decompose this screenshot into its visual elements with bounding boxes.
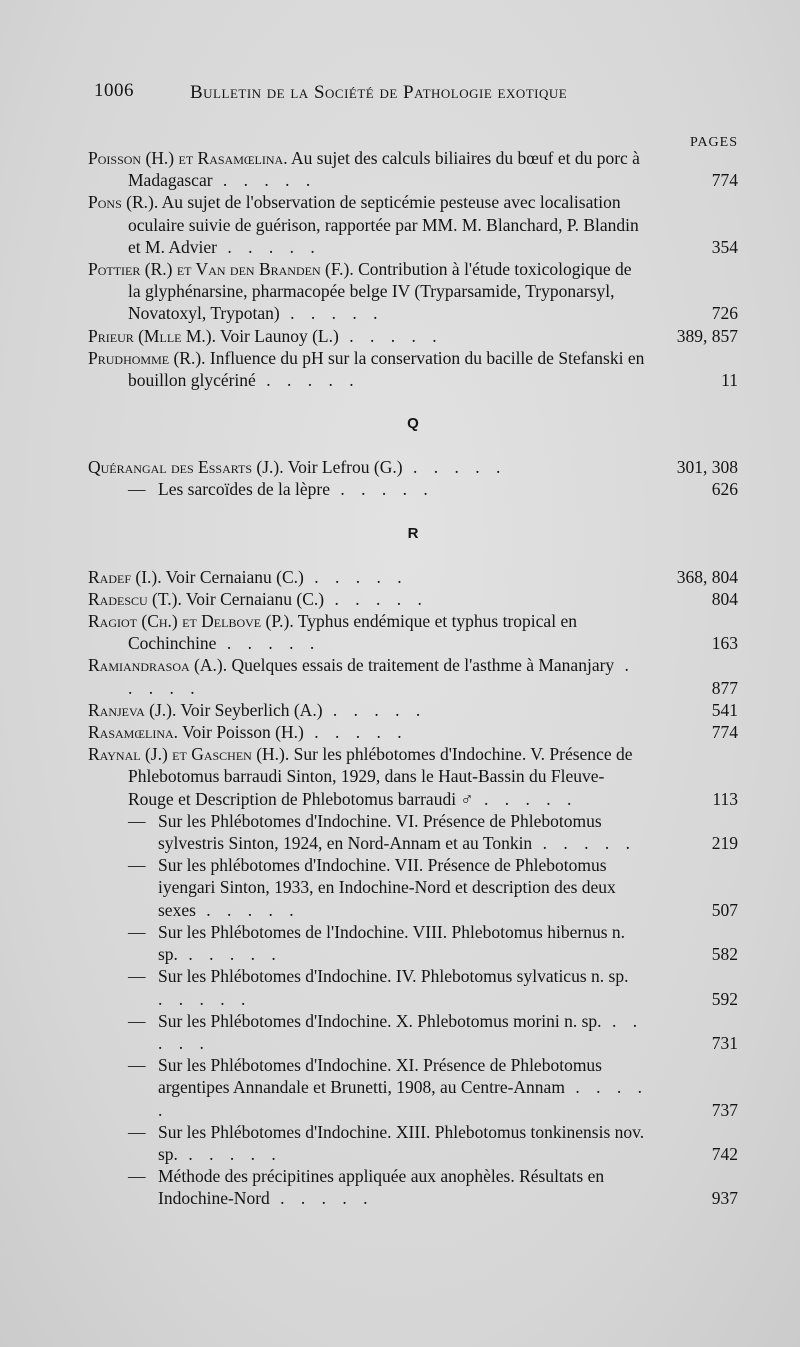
- ditto-dash: —: [128, 1010, 146, 1031]
- index-entry: [88, 1121, 738, 1165]
- leader-dots: . . . . .: [303, 566, 408, 587]
- entry-pages: 389, 857: [676, 325, 738, 346]
- entry-pages: 626: [711, 479, 738, 500]
- entry-pages: 774: [711, 722, 738, 743]
- entry-pages: 742: [711, 1143, 738, 1164]
- entry-authors: Ramiandrasoa (A.).: [88, 655, 228, 676]
- entry-pages: 937: [711, 1188, 738, 1209]
- index-entry: [88, 588, 738, 610]
- leader-dots: . . . . .: [532, 833, 636, 854]
- entry-pages: 354: [711, 236, 738, 257]
- index-entry: [88, 921, 738, 965]
- entry-pages: 507: [711, 899, 738, 920]
- entry-pages: 731: [711, 1032, 738, 1053]
- ditto-dash: —: [128, 966, 146, 987]
- entry-title: Sur les Phlébotomes d'Indochine. X. Phlebotomus morini n. sp.: [158, 1010, 602, 1031]
- entry-pages: 301, 308: [676, 457, 738, 478]
- index-entry: [88, 478, 738, 500]
- entry-authors: Rasamœlina.: [88, 722, 179, 743]
- entry-title: Voir Poisson (H.): [178, 722, 304, 743]
- ditto-dash: —: [128, 921, 146, 942]
- entry-title: Voir Launoy (L.): [216, 325, 339, 346]
- index-entry: [88, 965, 738, 1009]
- leader-dots: . . . . .: [216, 633, 321, 654]
- entry-title: Au sujet des calculs biliaires du bœuf et du porc à Madagascar: [128, 148, 640, 191]
- entry-title: Sur les Phlébotomes de l'Indochine. VIII. Phlebotomus hibernus n. sp.: [158, 921, 626, 965]
- entry-title: Voir Cernaianu (C.): [181, 588, 325, 609]
- index-entry: [88, 258, 738, 325]
- leader-dots: . . . . .: [269, 1188, 374, 1209]
- index-entries: [88, 147, 738, 1210]
- entry-pages: 582: [711, 944, 738, 965]
- leader-dots: . . . . .: [158, 988, 252, 1009]
- leader-dots: . . . . .: [158, 1010, 644, 1053]
- entry-authors: Prieur (Mlle M.).: [88, 325, 216, 346]
- ditto-dash: —: [128, 1055, 146, 1076]
- index-entry: [88, 191, 738, 258]
- index-entry: [88, 721, 738, 743]
- entry-title: Voir Lefrou (G.): [283, 457, 403, 478]
- index-entry: [88, 810, 738, 854]
- leader-dots: . . . . .: [177, 1143, 282, 1164]
- ditto-dash: —: [128, 855, 146, 876]
- page-number: 1006: [94, 80, 134, 101]
- index-entry: [88, 743, 738, 810]
- leader-dots: . . . . .: [212, 170, 317, 191]
- pages-column-label: PAGES: [689, 135, 738, 150]
- index-entry: [88, 1054, 738, 1121]
- index-entry: [88, 699, 738, 721]
- leader-dots: . . . . .: [195, 899, 300, 920]
- entry-pages: 11: [721, 370, 738, 391]
- entry-title: Sur les phlébotomes d'Indochine. V. Présence de Phlebotomus barraudi Sinton, 1929, dans le Haut-Bassin du Fleuve-Rouge et Description de Phlebotomus barraudi ♂: [128, 744, 633, 809]
- ditto-dash: —: [128, 1166, 146, 1187]
- entry-authors: Pottier (R.) et Van den Branden (F.).: [88, 259, 354, 280]
- index-entry: [88, 1010, 738, 1054]
- entry-title: Sur les Phlébotomes d'Indochine. IV. Phlebotomus sylvaticus n. sp.: [158, 966, 629, 987]
- entry-pages: 113: [712, 788, 738, 809]
- entry-title: Sur les Phlébotomes d'Indochine. XI. Présence de Phlebotomus argentipes Annandale et Brunetti, 1908, au Centre-Annam: [158, 1055, 602, 1098]
- leader-dots: . . . . .: [303, 722, 408, 743]
- entry-title: Typhus endémique et typhus tropical en Cochinchine: [128, 611, 577, 654]
- leader-dots: . . . . .: [279, 303, 384, 324]
- leader-dots: . . . . .: [158, 1077, 648, 1120]
- ditto-dash: —: [128, 810, 146, 831]
- leader-dots: . . . . .: [177, 944, 282, 965]
- entry-authors: Pons (R.).: [88, 192, 159, 213]
- entry-title: Les sarcoïdes de la lèpre: [158, 479, 331, 500]
- index-entry: [88, 654, 738, 698]
- entry-pages: 737: [711, 1099, 738, 1120]
- running-title: Bulletin de la Société de Pathologie exotique: [190, 82, 568, 103]
- leader-dots: . . . . .: [255, 370, 360, 391]
- index-entry: [88, 456, 738, 478]
- entry-title: Sur les Phlébotomes d'Indochine. XIII. Phlebotomus tonkinensis nov. sp.: [158, 1121, 645, 1164]
- ditto-dash: —: [128, 1121, 146, 1142]
- entry-title: Sur les Phlébotomes d'Indochine. VI. Présence de Phlebotomus sylvestris Sinton, 1924, en Nord-Annam et au Tonkin: [158, 810, 602, 854]
- entry-title: Contribution à l'étude toxicologique de la glyphénarsine, pharmacopée belge IV (Tryparsamide, Tryponarsyl, Novatoxyl, Trypotan): [128, 259, 632, 324]
- entry-pages: 774: [711, 170, 738, 191]
- entry-authors: Poisson (H.) et Rasamœlina.: [88, 148, 288, 168]
- entry-title: Influence du pH sur la conservation du bacille de Stefanski en bouillon glycériné: [128, 347, 645, 391]
- entry-authors: Radescu (T.).: [88, 588, 182, 609]
- leader-dots: . . . . .: [473, 788, 578, 809]
- index-entry: [88, 1165, 738, 1209]
- entry-title: Au sujet de l'observation de septicémie pesteuse avec localisation oculaire suivie de guérison, rapportée par MM. M. Blanchard, P. Blandin et M. Advier: [128, 192, 639, 257]
- entry-authors: Raynal (J.) et Gaschen (H.).: [88, 744, 290, 765]
- entry-authors: Ranjeva (J.).: [88, 699, 177, 720]
- entry-authors: Quérangal des Essarts (J.).: [88, 457, 284, 478]
- entry-authors: Radef (I.).: [88, 566, 162, 587]
- leader-dots: . . . . .: [128, 655, 635, 698]
- entry-title: Voir Cernaianu (C.): [161, 566, 304, 587]
- leader-dots: . . . . .: [322, 699, 427, 720]
- entry-title: Méthode des précipitines appliquée aux anophèles. Résultats en Indochine-Nord: [158, 1166, 605, 1209]
- index-entry: [88, 347, 738, 391]
- entry-authors: Ragiot (Ch.) et Delbove (P.).: [88, 611, 294, 632]
- entry-pages: 804: [711, 588, 738, 609]
- entry-pages: 541: [711, 699, 738, 720]
- entry-title: Sur les phlébotomes d'Indochine. VII. Présence de Phlebotomus iyengari Sinton, 1933, en Indochine-Nord et description des deux sexes: [158, 855, 616, 920]
- entry-title: Quelques essais de traitement de l'asthme à Mananjary: [227, 655, 615, 676]
- entry-pages: 726: [711, 303, 738, 324]
- section-letter: R: [407, 524, 419, 542]
- entry-pages: 592: [711, 988, 738, 1009]
- index-entry: [88, 147, 738, 191]
- entry-pages: 877: [711, 677, 738, 698]
- entry-title: Voir Seyberlich (A.): [176, 699, 323, 720]
- leader-dots: . . . . .: [216, 236, 321, 257]
- leader-dots: . . . . .: [330, 479, 434, 500]
- index-entry: [88, 610, 738, 654]
- leader-dots: . . . . .: [338, 325, 443, 346]
- leader-dots: . . . . .: [324, 588, 428, 609]
- leader-dots: . . . . .: [402, 457, 507, 478]
- entry-authors: Prudhomme (R.).: [88, 347, 206, 368]
- index-entry: [88, 325, 738, 347]
- entry-pages: 219: [711, 833, 738, 854]
- ditto-dash: —: [128, 479, 146, 500]
- index-entry: [88, 566, 738, 588]
- entry-pages: 368, 804: [676, 566, 738, 587]
- index-entry: [88, 854, 738, 921]
- section-letter: Q: [407, 415, 419, 433]
- entry-pages: 163: [711, 633, 738, 654]
